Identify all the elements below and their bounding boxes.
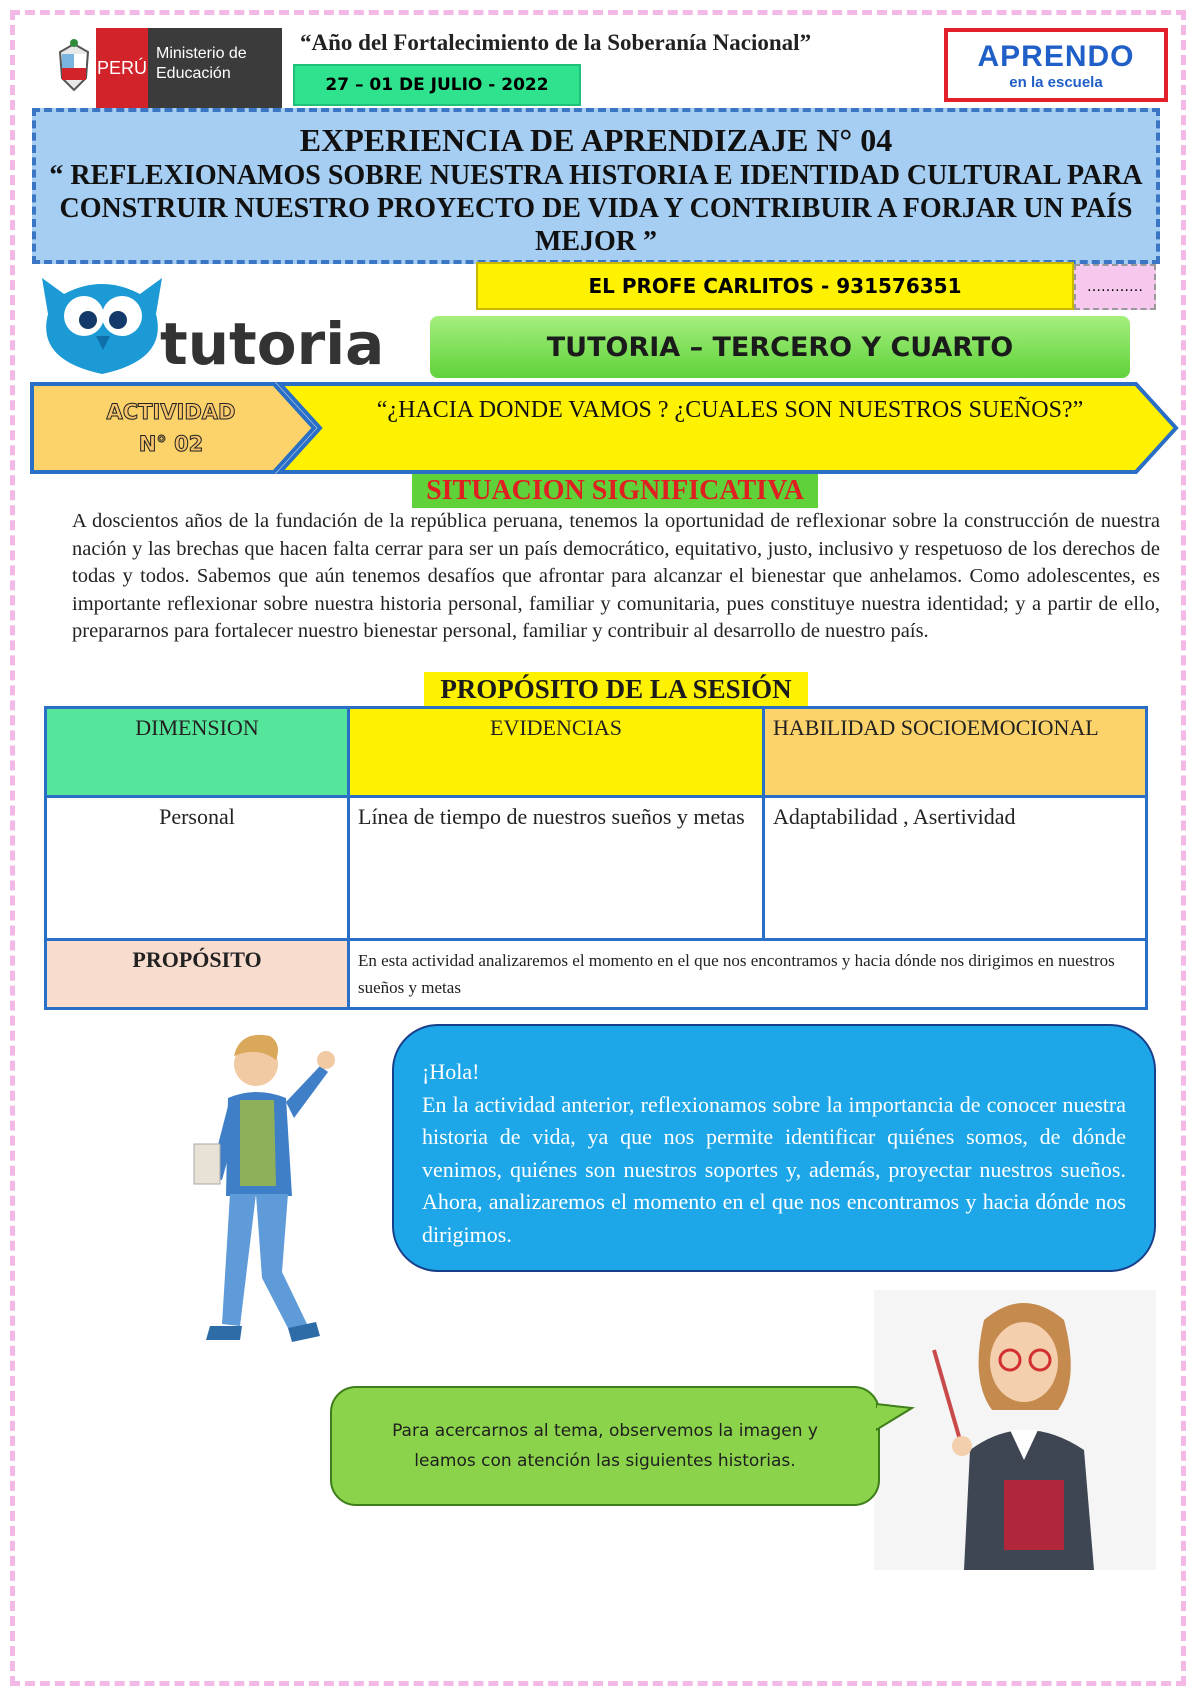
aprendo-subtitle: en la escuela (1009, 73, 1103, 91)
greeting-speech-bubble (392, 1024, 1156, 1272)
cell-habilidad: Adaptabilidad , Asertividad (764, 797, 1147, 940)
cell-dimension: Personal (46, 797, 349, 940)
table-header-row (46, 708, 1147, 797)
dots-box: ………… (1074, 264, 1156, 310)
ministry-name: Ministerio de Educación (148, 28, 282, 108)
greeting-body: En la actividad anterior, reflexionamos sobre la importancia de conocer nuestra historia de vida, ya que nos permite identificar quiénes somos, de dónde venimos, quiénes son nuestros soportes y, además, proyectar nuestros sueños. Ahora, analizaremos el momento en el que nos encontramos y hacia dónde nos dirigimos. (422, 1091, 1126, 1247)
experience-title: EXPERIENCIA DE APRENDIZAJE N° 04 (299, 122, 893, 158)
ministry-logo (52, 28, 282, 108)
date-badge: 27 – 01 DE JULIO - 2022 (293, 64, 581, 106)
activity-question: “¿HACIA DONDE VAMOS ? ¿CUALES SON NUESTROS SUEÑOS?” (376, 397, 1084, 423)
teacher-illustration (874, 1290, 1156, 1570)
author-banner: EL PROFE CARLITOS - 931576351 (476, 262, 1074, 310)
grade-banner: TUTORIA – TERCERO Y CUARTO (430, 316, 1130, 378)
peru-flag-label: PERÚ (96, 28, 148, 108)
year-motto: “Año del Fortalecimiento de la Soberanía Nacional” (300, 30, 812, 55)
cell-evidencias: Línea de tiempo de nuestros sueños y metas (349, 797, 764, 940)
experience-subtitle: “ REFLEXIONAMOS SOBRE NUESTRA HISTORIA E IDENTIDAD CULTURAL PARA CONSTRUIR NUESTRO PROYECTO DE VIDA Y CONTRIBUIR A FORJAR UN PAÍS MEJOR ” (49, 160, 1143, 257)
purpose-table (44, 706, 1148, 1010)
purpose-row (46, 940, 1147, 1009)
activity-label-line2: N° 02 (138, 432, 204, 456)
aprendo-logo (944, 28, 1168, 102)
table-row (46, 797, 1147, 940)
header-evidencias: EVIDENCIAS (349, 708, 764, 797)
purpose-label: PROPÓSITO (46, 940, 349, 1009)
peru-coat-of-arms-icon (52, 28, 96, 108)
purpose-text: En esta actividad analizaremos el momento en el que nos encontramos y hacia dónde nos dirigimos en nuestros sueños y metas (349, 940, 1147, 1009)
activity-label (66, 396, 276, 460)
purpose-title: PROPÓSITO DE LA SESIÓN (424, 672, 808, 706)
header-habilidad: HABILIDAD SOCIOEMOCIONAL (764, 708, 1147, 797)
bubble-tail (876, 1400, 916, 1440)
waving-boy-illustration (170, 1026, 360, 1386)
tutoria-wordmark: tutoria (160, 310, 385, 378)
activity-label-line1: ACTIVIDAD (106, 400, 236, 424)
situation-text: A doscientos años de la fundación de la república peruana, tenemos la oportunidad de reflexionar sobre la construcción de nuestra nación y las brechas que hacen falta cerrar para ser un país democrático, equitativo, justo, inclusivo y respetuoso de los derechos de todas y todos. Sabemos que aún tenemos desafíos que afrontar para alcanzar el bienestar que anhelamos. Como adolescentes, es importante reflexionar sobre nuestra historia personal, familiar y comunitaria, pues constituye nuestra identidad; y a partir de ello, prepararnos para fortalecer nuestro bienestar personal, familiar y contribuir al desarrollo de nuestro país. (72, 510, 1160, 642)
header-dimension: DIMENSION (46, 708, 349, 797)
greeting-text: ¡Hola! (422, 1059, 480, 1084)
experience-box (32, 108, 1160, 264)
aprendo-title: APRENDO (977, 39, 1135, 73)
instruction-speech-bubble: Para acercarnos al tema, observemos la imagen y leamos con atención las siguientes historias. (330, 1386, 880, 1506)
situation-title: SITUACION SIGNIFICATIVA (412, 474, 818, 508)
